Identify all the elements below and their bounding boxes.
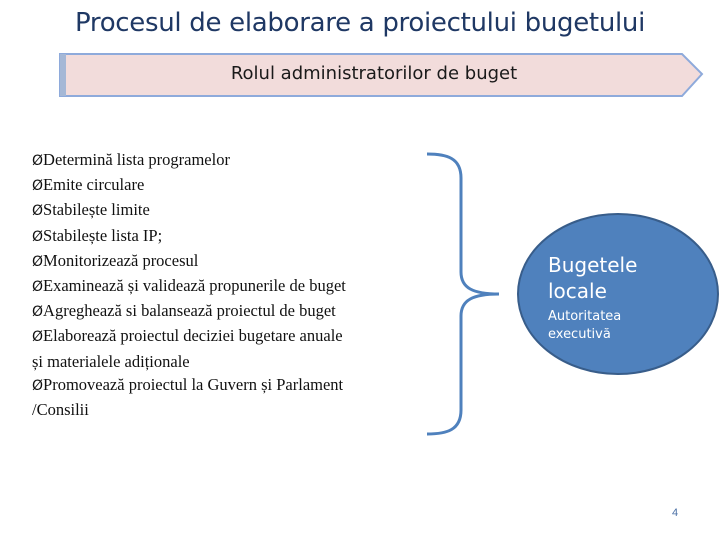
list-item: ØPromovează proiectul la Guvern și Parlament [32, 374, 344, 394]
list-item-continuation: /Consilii [32, 400, 89, 420]
list-item: ØExaminează și validează propunerile de buget [32, 276, 346, 296]
slide-title: Procesul de elaborare a proiectului bugetului [74, 8, 646, 38]
list-item: ØAgreghează si balansează proiectul de buget [32, 301, 336, 321]
right-brace-icon [425, 152, 505, 436]
page-number: 4 [671, 507, 679, 519]
banner-label: Rolul administratorilor de buget [230, 63, 518, 84]
list-item: ØStabilește limite [32, 200, 150, 220]
bullet-arrow-icon: Ø [32, 228, 44, 245]
bullet-arrow-icon: Ø [32, 253, 44, 270]
list-item: ØDetermină lista programelor [32, 150, 230, 169]
list-item: ØElaborează proiectul deciziei bugetare anuale [32, 326, 343, 346]
bullet-arrow-icon: Ø [32, 153, 44, 169]
bullet-list [32, 148, 432, 421]
bullet-arrow-icon: Ø [32, 279, 44, 296]
list-item-continuation: și materialele adiționale [32, 351, 190, 371]
list-item: ØStabilește lista IP; [32, 225, 163, 245]
circle-title: Bugetele locale [548, 253, 638, 303]
bullet-arrow-icon: Ø [32, 377, 44, 394]
bullet-arrow-icon: Ø [32, 329, 44, 346]
bullet-arrow-icon: Ø [32, 178, 44, 195]
local-budgets-circle [516, 212, 720, 376]
circle-subtitle: Autoritatea executivă [548, 309, 622, 342]
bullet-arrow-icon: Ø [32, 304, 44, 321]
list-item: ØMonitorizează procesul [32, 250, 199, 270]
bullet-arrow-icon: Ø [32, 203, 44, 220]
list-item: ØEmite circulare [32, 175, 145, 195]
role-banner [58, 52, 704, 96]
